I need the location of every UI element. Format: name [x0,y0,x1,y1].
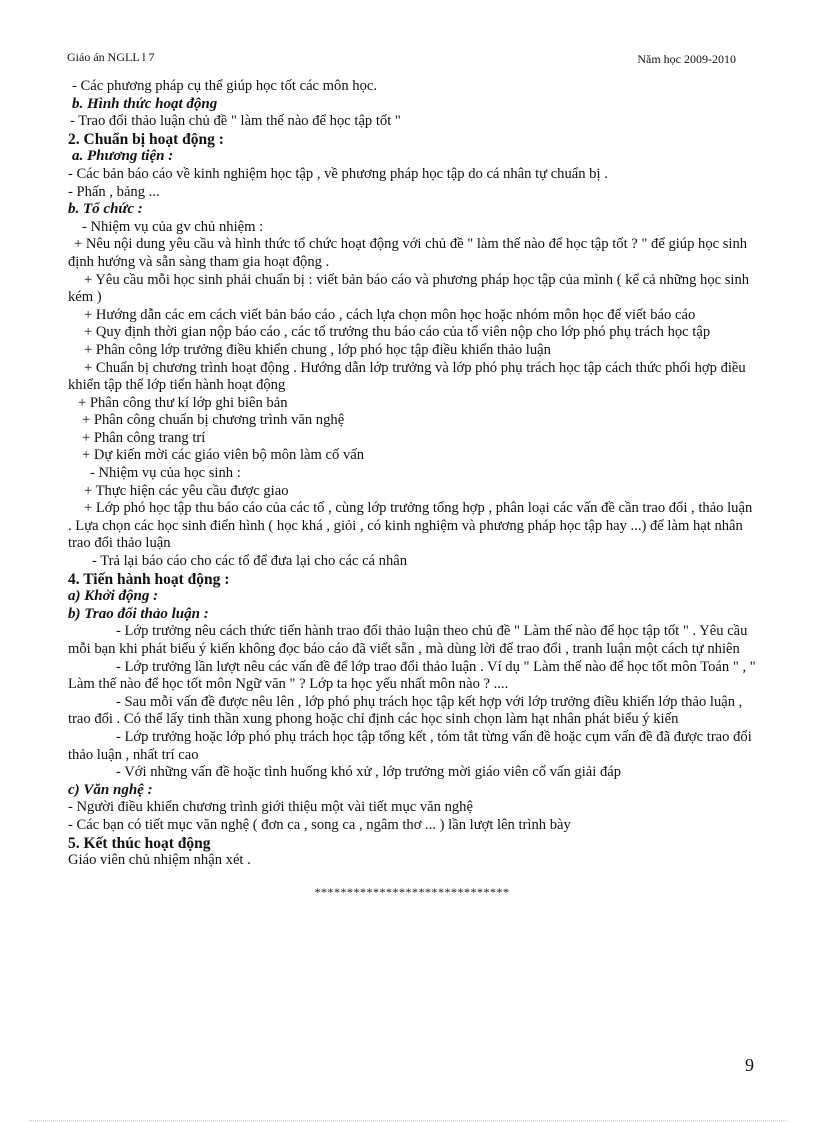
text-line: - Nhiệm vụ của học sinh : [90,465,241,482]
text-line: - Trả lại báo cáo cho các tổ để đưa lại cho các cá nhân [92,553,408,570]
text-line: + Yêu cầu mỗi học sinh phải chuẩn bị : viết bản báo cáo và phương pháp học tập của mình ( kể cả những học sinh kém ) [68,271,750,306]
section-separator: ****************************** [314,884,510,899]
text-line: - Với những vấn đề hoặc tình huống khó xử , lớp trưởng mời giáo viên cố vấn giải đáp [116,764,622,781]
text-line: b. Tổ chức : [68,201,143,218]
text-line: - Sau mỗi vấn đề được nêu lên , lớp phó phụ trách học tập kết hợp với lớp trưởng điều khiển lớp thảo luận , trao đổi . Có thể lấy tinh thần xung phong hoặc chỉ định các học sinh chọn làm hạt nhân phát biểu ý kiến [68,693,743,728]
text-line: + Phân công trang trí [82,429,206,446]
page-header-right: Năm học 2009-2010 [637,52,736,66]
text-line: + Dự kiến mời các giáo viên bộ môn làm cố vấn [82,447,365,464]
text-line: - Các bạn có tiết mục văn nghệ ( đơn ca , song ca , ngâm thơ ... ) lần lượt lên trình bày [68,816,571,833]
text-line: - Lớp trưởng hoặc lớp phó phụ trách học tập tổng kết , tóm tắt từng vấn đề hoặc cụm vấn đề đã được trao đổi thảo luận , nhất trí cao [68,728,752,763]
text-line: + Chuẩn bị chương trình hoạt động . Hướng dẫn lớp trưởng và lớp phó phụ trách học tập cách thức phối hợp điều khiển tập thể lớp tiến hành hoạt động [68,359,746,394]
text-line: - Lớp trưởng lần lượt nêu các vấn đề để lớp trao đổi thảo luận . Ví dụ " Làm thế nào để học tốt môn Toán " , " Làm thế nào để học tốt môn Ngữ văn " ? Lớp ta học yếu nhất môn nào ? .... [68,658,756,693]
footer-rule [30,1120,786,1121]
text-line: + Phân công thư kí lớp ghi biên bản [78,394,288,411]
text-line: c) Văn nghệ : [68,781,153,798]
text-line: + Phân công chuẩn bị chương trình văn nghệ [82,412,345,429]
text-line: - Phấn , bảng ... [68,183,160,200]
text-line: a. Phương tiện : [72,148,174,165]
text-line: 4. Tiến hành hoạt động : [68,570,230,588]
text-line: - Các phương pháp cụ thể giúp học tốt các môn học. [72,78,377,94]
text-line: - Các bản báo cáo về kinh nghiệm học tập , về phương pháp học tập do cá nhân tự chuẩn bị . [68,165,608,182]
document-body [68,78,756,901]
text-line: + Lớp phó học tập thu báo cáo của các tổ , cùng lớp trưởng tổng hợp , phân loại các vấn đề cần trao đổi , thảo luận . Lựa chọn các học sinh điển hình ( học khá , giỏi , có kinh nghiệm và phương pháp học tập hay ...) để làm hạt nhân trao đổi thảo luận [68,500,753,552]
text-line: - Trao đổi thảo luận chủ đề " làm thế nào để học tập tốt " [70,113,401,130]
text-line: + Thực hiện các yêu cầu được giao [84,482,289,499]
text-line: b. Hình thức hoạt động [72,95,218,112]
text-line: + Nêu nội dung yêu cầu và hình thức tổ chức hoạt động với chủ đề " làm thế nào để học tập tốt ? " để giúp học sinh định hướng và sẵn sàng tham gia hoạt động . [68,236,748,270]
text-line: - Nhiệm vụ của gv chủ nhiệm : [82,218,264,235]
text-line: 2. Chuẩn bị hoạt động : [68,130,224,148]
page-header-left: Giáo án NGLL l 7 [67,50,155,64]
text-line: - Người điều khiển chương trình giới thiệu một vài tiết mục văn nghệ [68,799,473,816]
text-line: - Lớp trưởng nêu cách thức tiến hành trao đổi thảo luận theo chủ đề " Làm thế nào để học tập tốt " . Yêu cầu mỗi bạn khi phát biểu ý kiến không đọc báo cáo đã viết sẵn , mà dùng lời để trao đổi , tranh luận một cách tự nhiên [68,623,748,657]
text-line: + Phân công lớp trưởng điều khiển chung , lớp phó học tập điều khiển thảo luận [84,341,551,358]
text-line: Giáo viên chủ nhiệm nhận xét . [68,852,251,869]
text-line: a) Khởi động : [68,588,159,605]
page-number: 9 [745,1055,754,1075]
text-line: 5. Kết thúc hoạt động [68,834,211,852]
text-line: + Quy định thời gian nộp báo cáo , các tổ trưởng thu báo cáo của tổ viên nộp cho lớp phó phụ trách học tập [84,324,711,341]
text-line: b) Trao đổi thảo luận : [68,605,209,622]
text-line: + Hướng dẫn các em cách viết bản báo cáo , cách lựa chọn môn học hoặc nhóm môn học để viết báo cáo [84,306,696,323]
